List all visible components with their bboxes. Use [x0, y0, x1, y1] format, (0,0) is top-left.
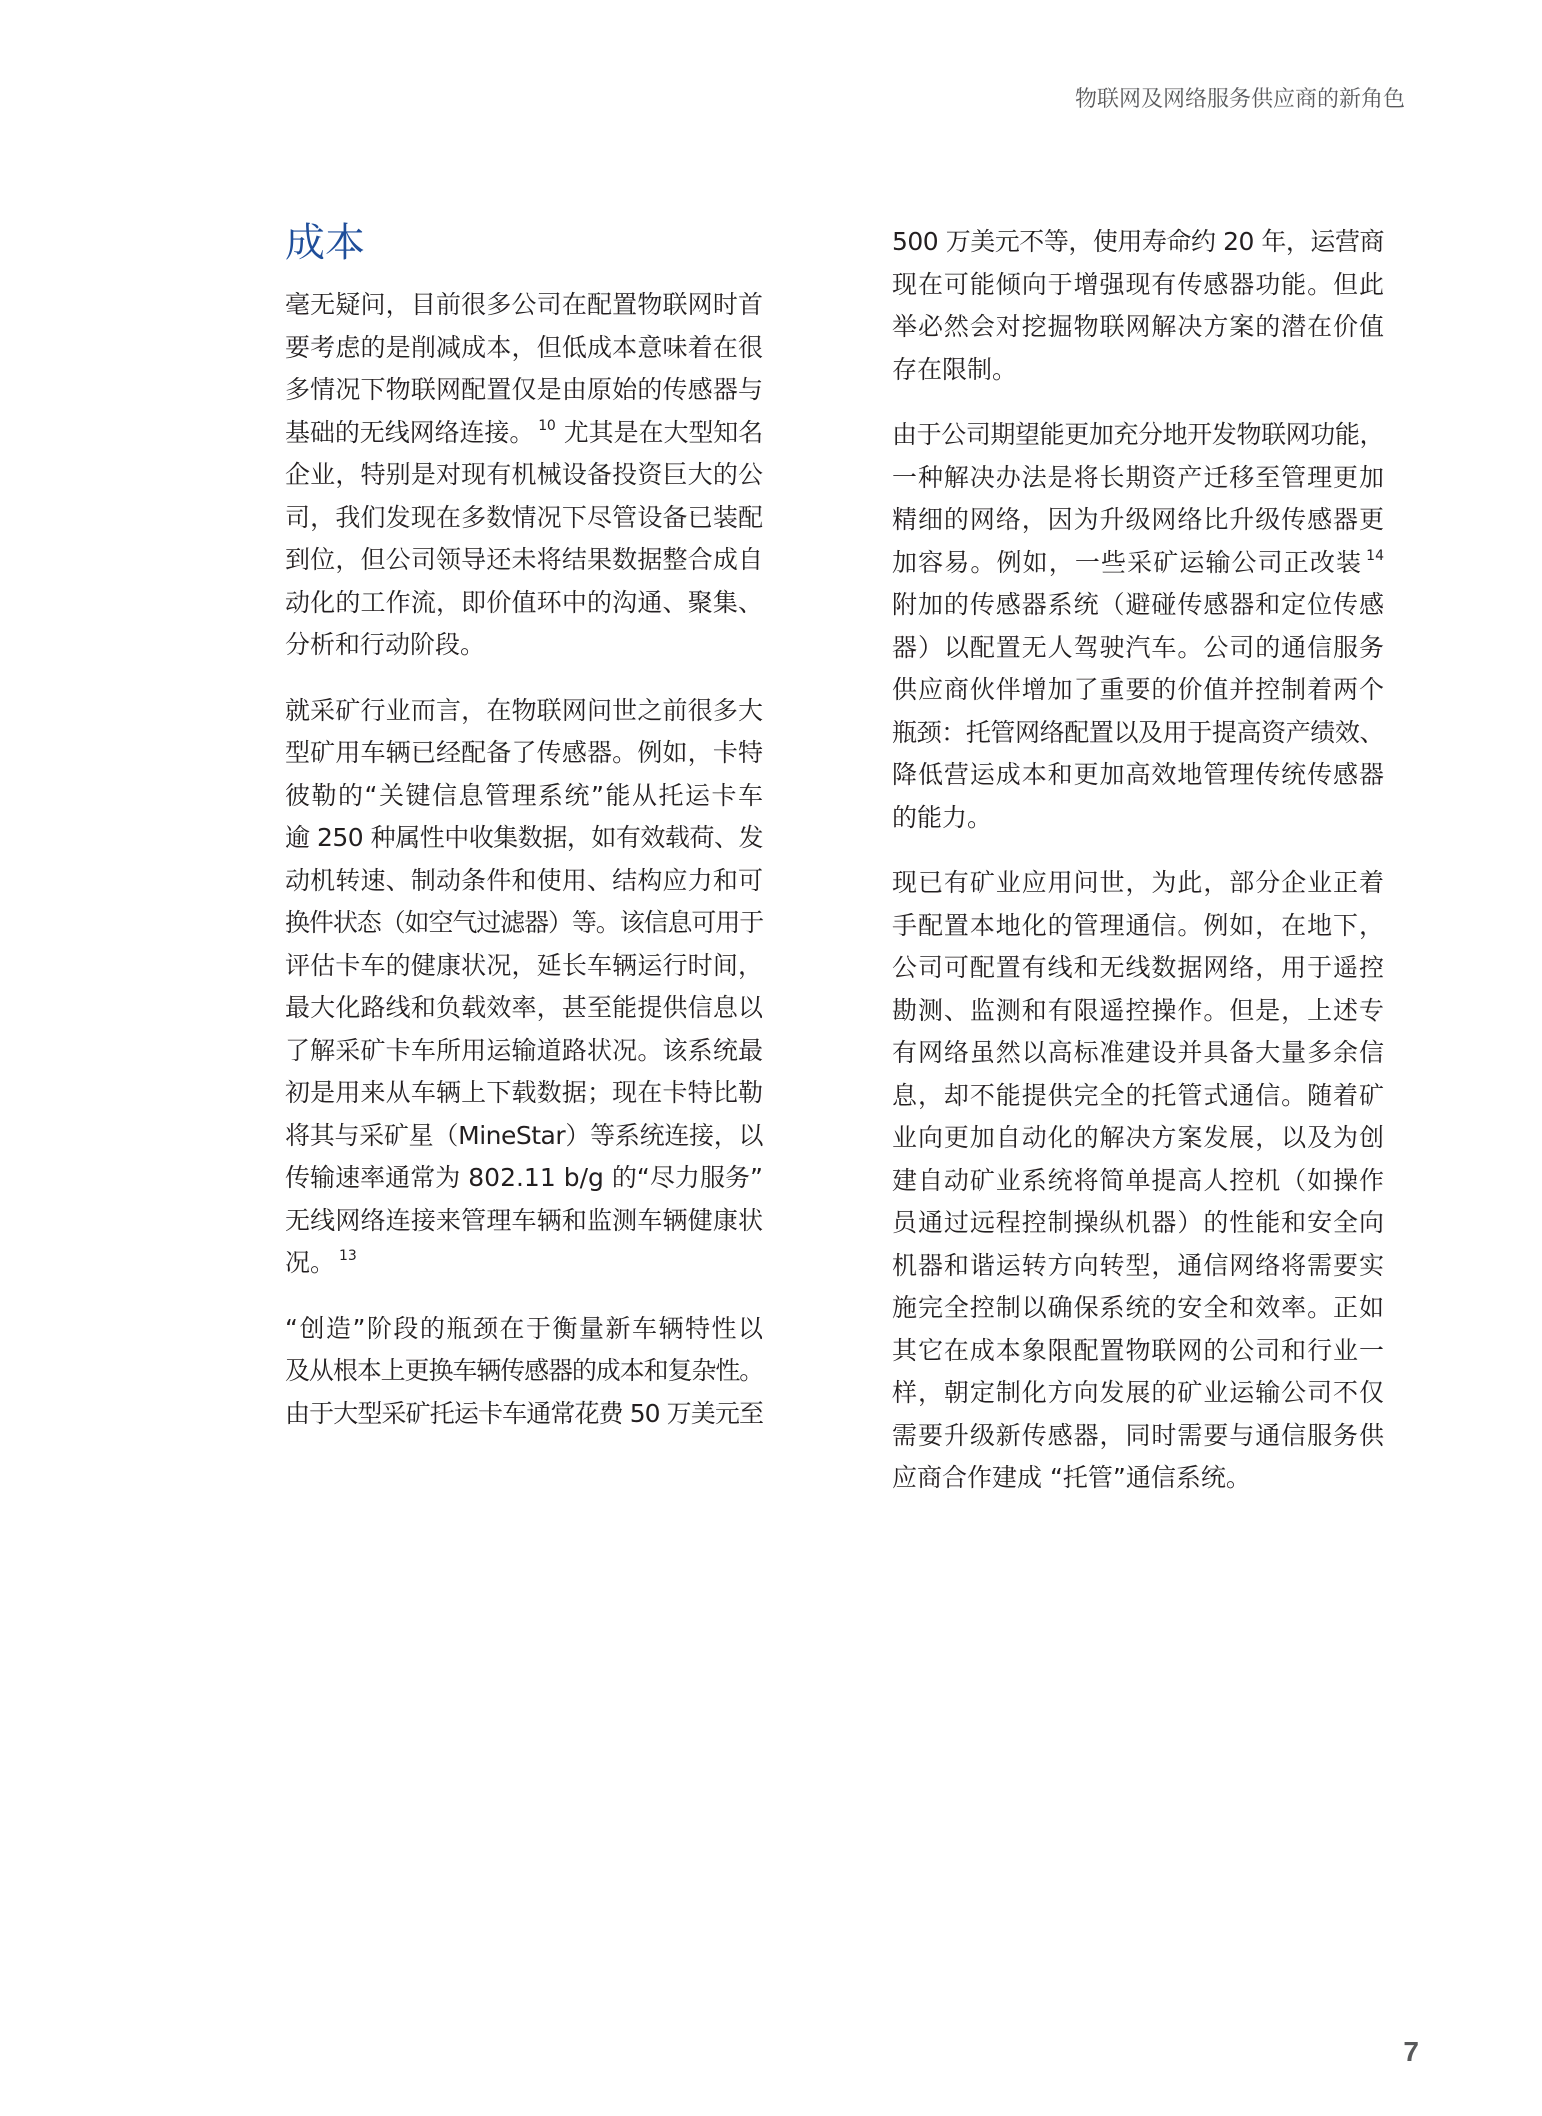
text-line: 将其与采矿星（MineStar）等系统连接，以 [285, 1120, 763, 1150]
text-line: 瓶颈：托管网络配置以及用于提高资产绩效、 [892, 717, 1384, 747]
paragraph [285, 284, 763, 667]
text-line: 施完全控制以确保系统的安全和效率。正如 [892, 1293, 1384, 1322]
text-line: 举必然会对挖掘物联网解决方案的潜在价值 [892, 312, 1384, 341]
text-line: 现在可能倾向于增强现有传感器功能。但此 [892, 269, 1384, 299]
text-line: 勘测、监测和有限遥控操作。但是，上述专 [892, 995, 1384, 1025]
text-line: 精细的网络，因为升级网络比升级传感器更 [892, 505, 1384, 534]
text-line: 彼勒的“关键信息管理系统”能从托运卡车 [285, 780, 763, 810]
text-line: 逾 250 种属性中收集数据，如有效载荷、发 [285, 823, 763, 852]
text-line: 500 万美元不等，使用寿命约 20 年，运营商 [892, 227, 1384, 256]
section-heading: 成本 [285, 220, 365, 266]
text-line: 器）以配置无人驾驶汽车。公司的通信服务 [892, 632, 1384, 662]
text-line: “创造”阶段的瓶颈在于衡量新车辆特性以 [285, 1313, 763, 1343]
text-line: 息，却不能提供完全的托管式通信。随着矿 [892, 1080, 1384, 1110]
text-line: 最大化路线和负载效率，甚至能提供信息以 [285, 993, 763, 1022]
footnote-ref: 13 [339, 1248, 357, 1264]
text-line: 了解采矿卡车所用运输道路状况。该系统最 [285, 1035, 763, 1065]
footnote-ref: 14 [1366, 547, 1384, 564]
text-line: 换件状态（如空气过滤器）等。该信息可用于 [285, 908, 763, 937]
text-line [285, 1242, 763, 1285]
running-header: 物联网及网络服务供应商的新角色 [1074, 87, 1405, 112]
text-span: 况。 [285, 1248, 336, 1277]
text-line: 评估卡车的健康状况，延长车辆运行时间， [285, 950, 763, 980]
text-line: 有网络虽然以高标准建设并具备大量多余信 [892, 1038, 1384, 1067]
text-line [285, 412, 763, 455]
text-line: 存在限制。 [892, 354, 1018, 384]
text-line: 附加的传感器系统（避碰传感器和定位传感 [892, 590, 1384, 619]
text-line: 一种解决办法是将长期资产迁移至管理更加 [892, 462, 1384, 492]
paragraph [285, 690, 763, 1285]
text-line: 毫无疑问，目前很多公司在配置物联网时首 [285, 290, 763, 319]
text-line: 动化的工作流，即价值环中的沟通、聚集、 [285, 587, 763, 617]
text-span: 基础的无线网络连接。 [285, 417, 535, 447]
text-line: 降低营运成本和更加高效地管理传统传感器 [892, 760, 1384, 789]
text-line: 司，我们发现在多数情况下尽管设备已装配 [285, 502, 763, 532]
text-line: 公司可配置有线和无线数据网络，用于遥控 [892, 953, 1384, 982]
paragraph [892, 414, 1384, 839]
left-column [285, 218, 763, 1458]
text-line: 无线网络连接来管理车辆和监测车辆健康状 [285, 1205, 763, 1235]
text-line: 型矿用车辆已经配备了传感器。例如，卡特 [285, 738, 763, 767]
text-line: 的能力。 [892, 802, 993, 832]
paragraph [892, 862, 1384, 1500]
text-line: 应商合作建成 “托管”通信系统。 [892, 1463, 1251, 1492]
text-line: 及从根本上更换车辆传感器的成本和复杂性。 [285, 1356, 763, 1385]
text-line: 建自动矿业系统将简单提高人控机（如操作 [892, 1165, 1384, 1195]
paragraph [285, 1308, 763, 1436]
text-line: 现已有矿业应用问世，为此，部分企业正着 [892, 868, 1384, 897]
text-line: 业向更加自动化的解决方案发展，以及为创 [892, 1123, 1384, 1152]
footnote-ref: 10 [538, 417, 556, 434]
text-line: 初是用来从车辆上下载数据；现在卡特比勒 [285, 1078, 763, 1107]
text-line: 机器和谐运转方向转型，通信网络将需要实 [892, 1250, 1384, 1280]
text-line: 员通过远程控制操纵机器）的性能和安全向 [892, 1208, 1384, 1237]
text-line: 企业，特别是对现有机械设备投资巨大的公 [285, 460, 763, 489]
text-span: 尤其是在大型知名 [563, 417, 763, 447]
text-line: 其它在成本象限配置物联网的公司和行业一 [892, 1335, 1384, 1365]
text-line: 传输速率通常为 802.11 b/g 的“尽力服务” [285, 1163, 763, 1192]
text-line: 由于公司期望能更加充分地开发物联网功能， [892, 420, 1384, 449]
paragraph [892, 221, 1384, 391]
text-line: 要考虑的是削减成本，但低成本意味着在很 [285, 332, 763, 362]
text-line: 就采矿行业而言，在物联网问世之前很多大 [285, 695, 763, 725]
text-span: 加容易。例如，一些采矿运输公司正改装 [892, 547, 1363, 577]
text-line: 样，朝定制化方向发展的矿业运输公司不仅 [892, 1378, 1384, 1407]
text-line: 动机转速、制动条件和使用、结构应力和可 [285, 865, 763, 895]
text-line: 需要升级新传感器，同时需要与通信服务供 [892, 1420, 1384, 1450]
text-line: 分析和行动阶段。 [285, 630, 486, 659]
text-line [892, 542, 1384, 585]
text-line: 供应商伙伴增加了重要的价值并控制着两个 [892, 675, 1384, 704]
text-line: 多情况下物联网配置仅是由原始的传感器与 [285, 375, 763, 404]
right-column [892, 221, 1384, 1523]
page-number: 7 [1403, 2036, 1419, 2067]
text-line: 手配置本地化的管理通信。例如，在地下， [892, 910, 1384, 940]
text-line: 由于大型采矿托运卡车通常花费 50 万美元至 [285, 1398, 763, 1428]
text-line: 到位，但公司领导还未将结果数据整合成自 [285, 545, 763, 574]
